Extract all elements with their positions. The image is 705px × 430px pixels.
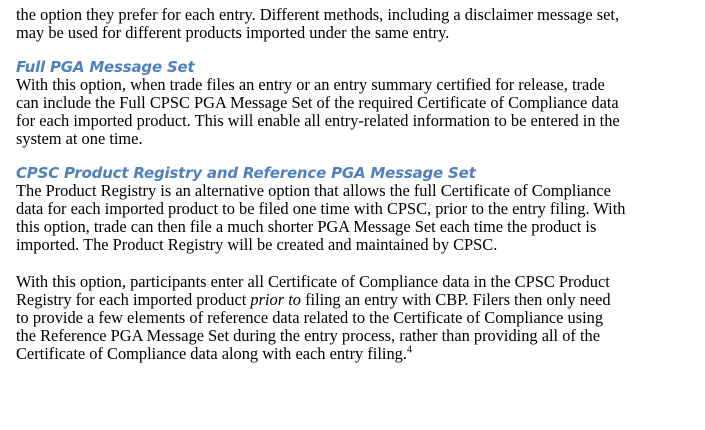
text-segment: filing an entry with CBP. Filers then only need: [300, 290, 611, 309]
text-line: to provide a few elements of reference data related to the Certificate of Compliance using: [16, 308, 604, 327]
text-line: can include the Full CPSC PGA Message Set of the required Certificate of Compliance data: [16, 93, 619, 112]
intro-paragraph: [16, 6, 696, 42]
text-line: The Product Registry is an alternative option that allows the full Certificate of Compliance: [16, 181, 611, 200]
footnote-marker[interactable]: 4: [406, 344, 412, 356]
text-line: for each imported product. This will enable all entry-related information to be entered in the: [16, 111, 620, 130]
text-line: With this option, when trade files an entry or an entry summary certified for release, trade: [16, 75, 605, 94]
text-line: system at one time.: [16, 129, 143, 148]
full-pga-paragraph: [16, 76, 696, 148]
text-line: data for each imported product to be filed one time with CPSC, prior to the entry filing. With: [16, 199, 626, 218]
text-line: the option they prefer for each entry. Different methods, including a disclaimer message set,: [16, 5, 620, 24]
section-heading-product-registry: CPSC Product Registry and Reference PGA Message Set: [16, 164, 476, 182]
text-segment: Certificate of Compliance data along with each entry filing.: [16, 344, 407, 363]
text-line: imported. The Product Registry will be created and maintained by CPSC.: [16, 235, 498, 254]
text-line: [16, 291, 696, 309]
section-heading-full-pga: Full PGA Message Set: [16, 58, 195, 76]
document-page: [16, 6, 696, 363]
text-line: may be used for different products imported under the same entry.: [16, 23, 450, 42]
product-registry-paragraph: [16, 182, 696, 254]
text-line: this option, trade can then file a much shorter PGA Message Set each time the product is: [16, 217, 597, 236]
text-line: With this option, participants enter all Certificate of Compliance data in the CPSC Product: [16, 272, 610, 291]
text-line: [16, 345, 696, 363]
text-line: the Reference PGA Message Set during the entry process, rather than providing all of the: [16, 326, 600, 345]
text-segment: Registry for each imported product: [16, 290, 251, 309]
participants-paragraph: [16, 273, 696, 363]
emphasis-text: prior to: [250, 290, 301, 309]
